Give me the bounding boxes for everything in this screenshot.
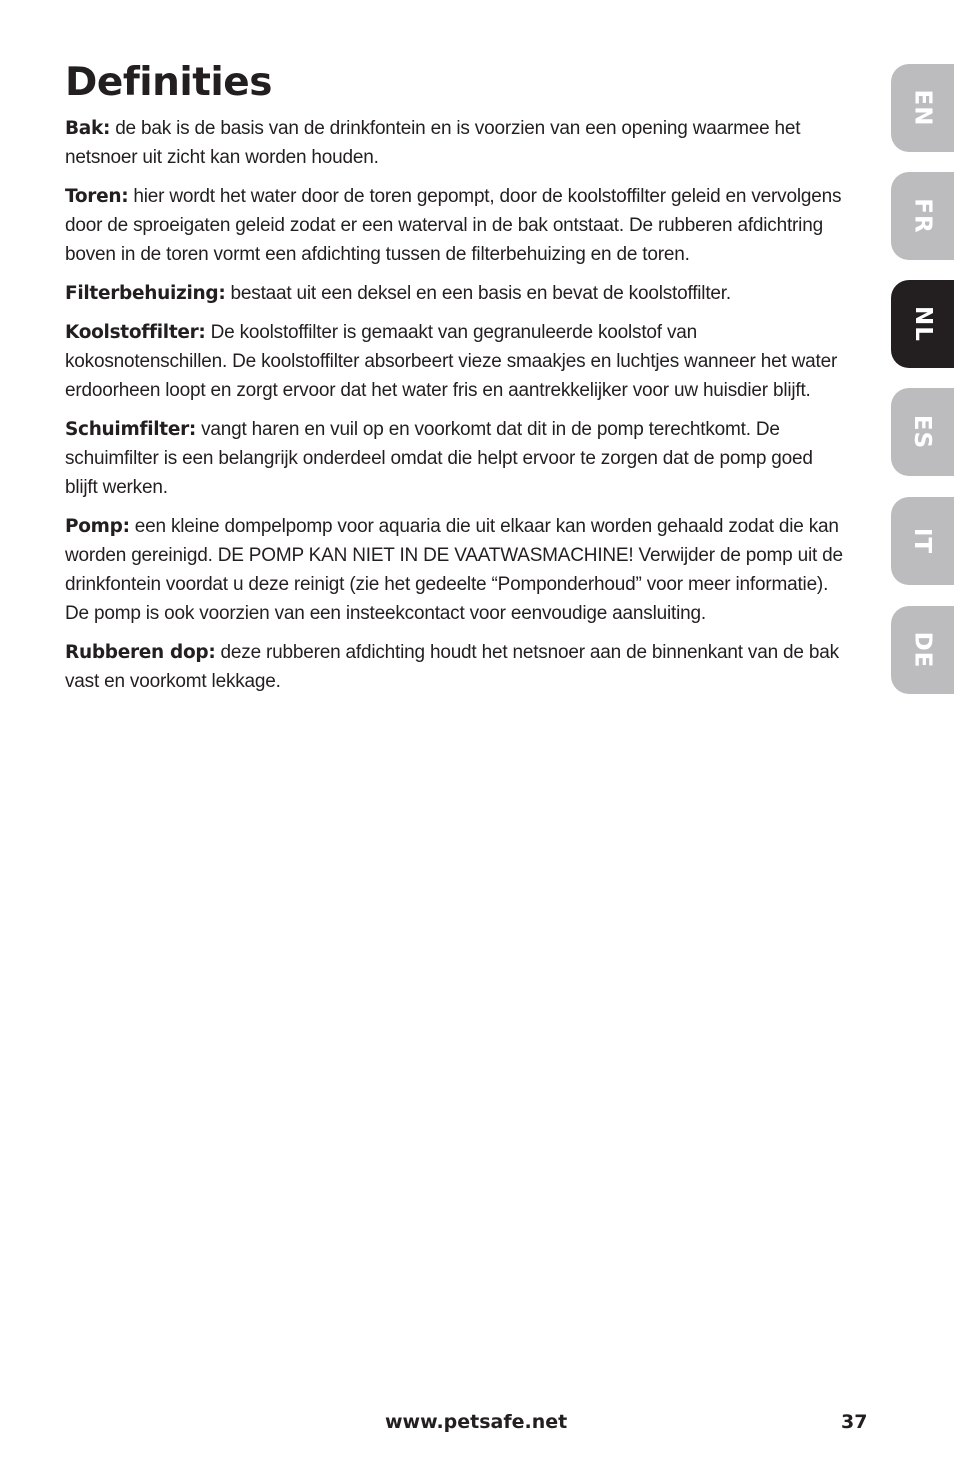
definitions-list [65,114,850,706]
definition-toren [65,182,850,269]
definition-text: De koolstoffilter is gemaakt van gegranuleerde koolstof van kokosnotenschillen. De koolstoffilter absorbeert vieze smaakjes en luchtjes wanneer het water erdoorheen loopt en zorgt ervoor dat het water fris en aantrekkelijker voor uw huisdier blijft. [65,322,838,401]
tab-label: FR [909,198,936,234]
tab-label: NL [909,306,936,342]
definition-filterbehuizing [65,279,850,308]
tab-label: ES [909,414,936,450]
footer-url[interactable]: www.petsafe.net [385,1411,568,1433]
definition-term: Pomp: [65,516,130,537]
tab-language-en[interactable] [891,64,954,152]
definition-term: Koolstoffilter: [65,322,206,343]
definition-schuimfilter [65,415,850,502]
definition-text: de bak is de basis van de drinkfontein en is voorzien van een opening waarmee het netsnoer uit zicht kan worden houden. [65,118,801,168]
definition-koolstoffilter [65,318,850,405]
definition-rubberen-dop [65,638,850,696]
definition-term: Bak: [65,118,111,139]
tab-language-fr[interactable] [891,172,954,260]
tab-label: IT [909,527,936,555]
definition-text: hier wordt het water door de toren gepompt, door de koolstoffilter geleid en vervolgens door de sproeigaten geleid zodat er een waterval in de bak ontstaat. De rubberen afdichtring boven in de toren vormt een afdichting tussen de filterbehuizing en de toren. [65,186,842,265]
tab-language-nl[interactable] [891,280,954,368]
definition-text: een kleine dompelpomp voor aquaria die uit elkaar kan worden gehaald zodat die kan worden gereinigd. DE POMP KAN NIET IN DE VAATWASMACHINE! Verwijder de pomp uit de drinkfontein voordat u deze reinigt (zie het gedeelte “Pomponderhoud” voor meer informatie). De pomp is ook voorzien van een insteekcontact voor eenvoudige aansluiting. [65,516,843,624]
tab-label: EN [909,89,936,127]
definition-text: bestaat uit een deksel en een basis en bevat de koolstoffilter. [230,283,731,304]
tab-language-it[interactable] [891,497,954,585]
definition-term: Toren: [65,186,129,207]
definition-text: vangt haren en vuil op en voorkomt dat dit in de pomp terechtkomt. De schuimfilter is een belangrijk onderdeel omdat die helpt ervoor te zorgen dat de pomp goed blijft werken. [65,419,813,498]
definition-term: Filterbehuizing: [65,283,226,304]
definition-text: deze rubberen afdichting houdt het netsnoer aan de binnenkant van de bak vast en voorkomt lekkage. [65,642,839,692]
tab-label: DE [909,631,936,669]
tab-language-es[interactable] [891,388,954,476]
page-title: Definities [65,60,272,105]
definition-term: Schuimfilter: [65,419,196,440]
definition-bak [65,114,850,172]
tab-language-de[interactable] [891,606,954,694]
definition-term: Rubberen dop: [65,642,216,663]
page-number: 37 [841,1411,868,1433]
definition-pomp [65,512,850,628]
